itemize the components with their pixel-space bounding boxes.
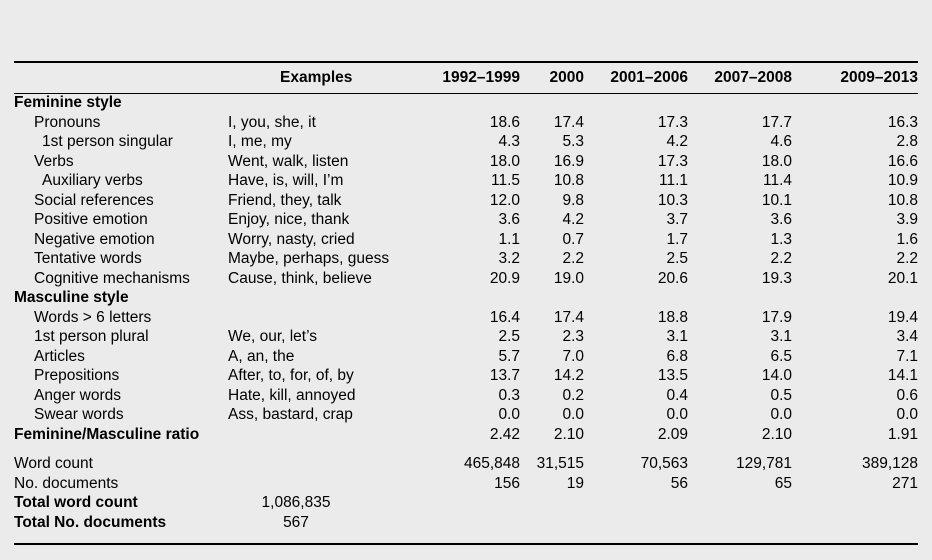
row-value: 0.7 <box>562 230 585 248</box>
row-value: 2.3 <box>562 328 585 345</box>
table-row <box>14 249 918 269</box>
row-examples: Have, is, will, I’m <box>228 172 344 189</box>
row-examples: Cause, think, believe <box>228 269 372 287</box>
row-value: 1.6 <box>896 230 919 248</box>
row-value: 2.2 <box>562 250 585 267</box>
row-examples: A, an, the <box>228 347 295 365</box>
count-label: No. documents <box>14 474 119 492</box>
table-row <box>14 152 918 172</box>
count-value: 65 <box>774 474 793 492</box>
row-value: 18.6 <box>489 113 521 131</box>
row-value: 20.6 <box>657 269 689 287</box>
row-examples: Hate, kill, annoyed <box>228 386 356 404</box>
row-value: 16.4 <box>489 308 521 326</box>
row-value: 16.6 <box>887 152 919 170</box>
count-label: Word count <box>14 455 93 472</box>
row-value: 13.5 <box>657 367 689 384</box>
empty-cells <box>424 493 918 513</box>
header-year: 1992–1999 <box>442 69 521 86</box>
row-examples: Maybe, perhaps, guess <box>228 250 390 267</box>
empty-cells <box>424 513 918 533</box>
row-value: 14.0 <box>761 367 793 384</box>
row-value: 11.1 <box>658 172 689 189</box>
row-value: 17.3 <box>657 152 689 170</box>
row-label: Negative emotion <box>34 230 155 248</box>
row-examples: After, to, for, of, by <box>228 367 354 384</box>
total-value: 1,086,835 <box>261 494 331 511</box>
row-value: 11.5 <box>490 172 521 189</box>
row-examples: Ass, bastard, crap <box>228 406 353 423</box>
row-value: 10.3 <box>657 191 689 209</box>
section-title: Masculine style <box>14 289 129 306</box>
row-value: 10.8 <box>887 191 919 209</box>
row-value: 4.3 <box>498 133 521 150</box>
count-row <box>14 454 918 474</box>
ratio-label: Feminine/Masculine ratio <box>14 425 200 443</box>
row-value: 7.0 <box>562 347 585 365</box>
row-value: 3.1 <box>666 328 689 345</box>
count-value: 129,781 <box>735 455 793 472</box>
table-row <box>14 269 918 289</box>
total-value: 567 <box>283 513 309 531</box>
row-label: Tentative words <box>34 250 142 267</box>
header-year: 2007–2008 <box>714 69 793 86</box>
row-value: 0.6 <box>896 386 919 404</box>
row-label: Articles <box>34 347 85 365</box>
row-value: 14.2 <box>553 367 585 384</box>
row-value: 3.4 <box>896 328 919 345</box>
row-value: 1.7 <box>666 230 689 248</box>
ratio-value: 1.91 <box>887 425 919 443</box>
count-value: 19 <box>566 474 585 492</box>
row-examples: Worry, nasty, cried <box>228 230 355 248</box>
row-value: 19.4 <box>887 308 919 326</box>
count-row <box>14 474 918 494</box>
row-value: 0.0 <box>666 406 689 423</box>
row-value: 16.3 <box>887 113 919 131</box>
row-value: 19.3 <box>761 269 793 287</box>
row-examples <box>228 308 424 328</box>
row-examples: We, our, let’s <box>228 328 318 345</box>
row-label: 1st person singular <box>42 133 173 150</box>
count-value: 31,515 <box>536 455 585 472</box>
row-value: 13.7 <box>489 367 521 384</box>
row-examples: I, you, she, it <box>228 113 316 131</box>
row-value: 10.8 <box>553 172 585 189</box>
row-value: 10.9 <box>887 172 919 189</box>
row-value: 17.4 <box>553 308 585 326</box>
row-value: 18.8 <box>657 308 689 326</box>
row-value: 17.3 <box>657 113 689 131</box>
row-value: 0.3 <box>498 386 521 404</box>
row-value: 19.0 <box>553 269 585 287</box>
table-row <box>14 308 918 328</box>
count-value: 56 <box>670 474 689 492</box>
spacer-row <box>14 444 918 454</box>
ratio-row <box>14 425 918 445</box>
row-value: 0.5 <box>770 386 793 404</box>
table-row <box>14 327 918 347</box>
row-value: 12.0 <box>489 191 521 209</box>
row-value: 20.9 <box>489 269 521 287</box>
row-value: 3.6 <box>770 211 793 228</box>
row-value: 11.4 <box>762 172 793 189</box>
row-value: 20.1 <box>887 269 919 287</box>
row-value: 0.2 <box>562 386 585 404</box>
row-value: 10.1 <box>761 191 793 209</box>
row-value: 17.7 <box>761 113 793 131</box>
row-examples: Went, walk, listen <box>228 152 349 170</box>
row-value: 0.4 <box>666 386 689 404</box>
row-value: 0.0 <box>498 406 521 423</box>
row-value: 0.0 <box>896 406 919 423</box>
row-value: 1.3 <box>770 230 793 248</box>
row-label: Verbs <box>34 152 74 170</box>
count-value: 271 <box>892 474 919 492</box>
ratio-value: 2.10 <box>761 425 793 443</box>
row-value: 3.2 <box>498 250 521 267</box>
row-value: 3.9 <box>896 211 919 228</box>
table-row <box>14 405 918 425</box>
row-value: 1.1 <box>498 230 521 248</box>
row-label: Positive emotion <box>34 211 148 228</box>
table-row <box>14 366 918 386</box>
bottom-rule <box>14 543 918 545</box>
row-value: 17.4 <box>553 113 585 131</box>
table-row <box>14 230 918 250</box>
row-value: 18.0 <box>489 152 521 170</box>
section-title: Feminine style <box>14 94 122 111</box>
linguistic-style-table <box>14 62 918 532</box>
total-row <box>14 513 918 533</box>
row-examples: I, me, my <box>228 133 292 150</box>
header-row <box>14 62 918 93</box>
row-value: 9.8 <box>562 191 585 209</box>
row-label: Prepositions <box>34 367 120 384</box>
row-value: 6.5 <box>770 347 793 365</box>
row-value: 16.9 <box>553 152 585 170</box>
row-label: Social references <box>34 191 154 209</box>
table-row <box>14 386 918 406</box>
row-label: Words > 6 letters <box>34 308 152 326</box>
row-value: 4.2 <box>562 211 585 228</box>
count-value: 70,563 <box>640 455 689 472</box>
row-value: 17.9 <box>761 308 793 326</box>
row-value: 3.7 <box>666 211 689 228</box>
ratio-value: 2.42 <box>489 425 521 443</box>
row-value: 2.5 <box>498 328 521 345</box>
table-row <box>14 132 918 152</box>
header-year: 2000 <box>549 69 585 86</box>
table-row <box>14 191 918 211</box>
row-value: 2.8 <box>896 133 919 150</box>
row-value: 5.3 <box>562 133 585 150</box>
total-row <box>14 493 918 513</box>
row-label: Pronouns <box>34 113 101 131</box>
row-value: 2.2 <box>770 250 793 267</box>
row-value: 2.5 <box>666 250 689 267</box>
ratio-value: 2.09 <box>657 425 689 443</box>
row-value: 6.8 <box>666 347 689 365</box>
count-value: 156 <box>494 474 521 492</box>
row-value: 4.2 <box>666 133 689 150</box>
table-row <box>14 113 918 133</box>
count-value: 389,128 <box>861 455 919 472</box>
total-label: Total No. documents <box>14 513 167 531</box>
row-value: 2.2 <box>896 250 919 267</box>
ratio-value: 2.10 <box>553 425 585 443</box>
row-value: 7.1 <box>896 347 919 365</box>
row-value: 0.0 <box>770 406 793 423</box>
header-year: 2009–2013 <box>840 69 919 86</box>
table-row <box>14 347 918 367</box>
row-examples: Enjoy, nice, thank <box>228 211 350 228</box>
table-row <box>14 210 918 230</box>
spacer <box>14 444 918 454</box>
total-label: Total word count <box>14 494 138 511</box>
row-value: 14.1 <box>887 367 919 384</box>
row-value: 18.0 <box>761 152 793 170</box>
table-row <box>14 171 918 191</box>
row-label: Anger words <box>34 386 122 404</box>
header-year: 2001–2006 <box>610 69 689 86</box>
header-examples: Examples <box>280 69 353 86</box>
row-label: Cognitive mechanisms <box>34 269 190 287</box>
row-value: 3.1 <box>770 328 793 345</box>
row-value: 5.7 <box>498 347 521 365</box>
row-value: 4.6 <box>770 133 793 150</box>
count-value: 465,848 <box>463 455 521 472</box>
row-value: 0.0 <box>562 406 585 423</box>
row-label: 1st person plural <box>34 328 149 345</box>
row-label: Swear words <box>34 406 124 423</box>
row-value: 3.6 <box>498 211 521 228</box>
section-row <box>14 288 918 308</box>
row-examples: Friend, they, talk <box>228 191 342 209</box>
row-label: Auxiliary verbs <box>42 172 143 189</box>
section-row <box>14 93 918 113</box>
